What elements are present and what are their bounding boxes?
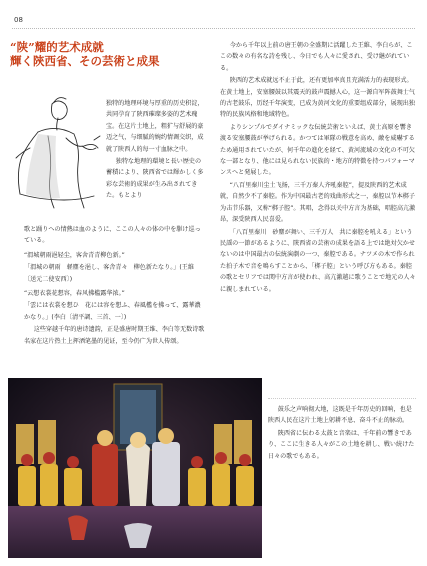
column-divider [268,398,416,399]
header-divider [12,28,415,29]
intro-column [106,98,206,203]
page-number: 08 [14,16,23,24]
poetry-summary-jp: 今から千年以上前の唐王朝の全盛期に活躍した王維、李白らが、ここの数々の有名な詩を残し、今日でも人々に愛され、受け継がれている。 [220,42,413,72]
poem-quote-cn-1: “渭城朝雨浥轻尘，客舍青青柳色新。” [24,251,125,259]
poetry-summary-cn: 这些穿越千年的唐诗遗韵，正是盛唐时期王维、李白等无数诗歌名家在这片热土上挥洒笔墨的见证，至今仍广为世人传颂。 [24,326,205,345]
arts-column [220,40,416,296]
qinqiang-paragraph-cn: “八百里秦川尘土飞扬，三千万秦人齐吼秦腔”，提及陕西的艺术成就，自然少不了秦腔。作为中国最古老的戏曲形式之一，秦腔以节本梆子为击节乐器，又称“梆子腔”。其唱，念得以关中方言为基础，唱腔高亢激昂，深受陕西人民喜爱。 [220,181,416,224]
title-chinese: “陕”耀的艺术成就 [10,40,104,54]
qinqiang-stage-photo [8,378,262,558]
ansai-drum-paragraph-cn: 陕西的艺术成就远不止于此，还有更加率真且充满活力的表现形式。在黄土地上，安塞腰鼓以其震天的鼓声震撼人心，这一源自军阵鼓舞士气的古老鼓乐，历经千年演变，已成为黄河文化的重要组成部分，展现出独特的民族风格和地域特色。 [220,77,415,119]
intro-paragraph-jp-cont: 歌と踊りへの情熱は血のように、ここの人々の体の中を駆け巡っている。 [24,226,201,245]
ansai-drum-paragraph-jp: よりシンプルでダイナミックな伝統芸術といえば、黄土高原を響き渡る安塞腰鼓が挙げられる。かつては軍隊の戦意を高め、敵を威嚇するため通用されていたが、何千年の進化を経て、黄河流域の文化の不可欠な一部となり、他には見られない民族的・地方的特徴を持つパフォーマンスへと発展した。 [220,123,415,177]
poem-quote-jp-1: 「渭城の朝雨 軽塵を浥し、客舎青々 柳色新たなり。」(王維〔送元二使安西〕) [24,264,194,283]
closing-paragraph-jp: 陝西省に伝わる太鼓と音楽は、千年前の響きであり、ここに生きる人々がこの土地を耕し、戦い続けた日々の歌でもある。 [268,429,415,460]
closing-paragraph-cn: 鼓乐之声响彻大地，这既是千年历史的回响，也是陕西人民在这片土地上躬耕不息、奋斗不止的脉动。 [268,406,412,425]
intro-paragraph-cn: 独特的地理环境与厚重的历史积淀，共同孕育了陕西璀璨多姿的艺术瑰宝。在这片土地上，粗犷与舒展的豪迈之气，与细腻的婉约情调交织，成就了陕西人的每一寸血脉之中。 [106,100,204,153]
intro-paragraph-jp: 独特な地理的環境と長い歴史の蓄積により、陝西省では輝かしく多彩な芸術的成果が生み出されてきた。もとより [106,158,204,200]
poetry-column [24,224,206,348]
poet-sketch-illustration [8,90,104,212]
closing-column [268,404,416,463]
section-title [10,40,210,68]
qinqiang-paragraph-jp: 「八百里秦川 砂塵が舞い、三千万人 共に秦腔を吼える」という民謡の一節があるように、陝西省の芸術の成果を語る上では絶対欠かせないのは中国最古の伝統演劇の一つ、秦腔である。ナツメの木で作られた拍子木で音を鳴らすことから、「梆子腔」という呼び方もある。秦腔の歌とセリフでは関中方言が使われ、高亢激越に歌うことで地元の人々に親しまれている。 [220,228,416,293]
poem-quote-cn-2: “云想衣裳花想容，春风拂槛露华浓。” [24,290,125,298]
title-japanese: 輝く陝西省、その芸術と成果 [10,54,160,68]
poem-quote-jp-2: 「雲には衣裳を想ひ 花には容を想ふ、春風檻を拂って、露華濃かなり。」(李白〔清平調、三首、一〕) [24,302,201,321]
